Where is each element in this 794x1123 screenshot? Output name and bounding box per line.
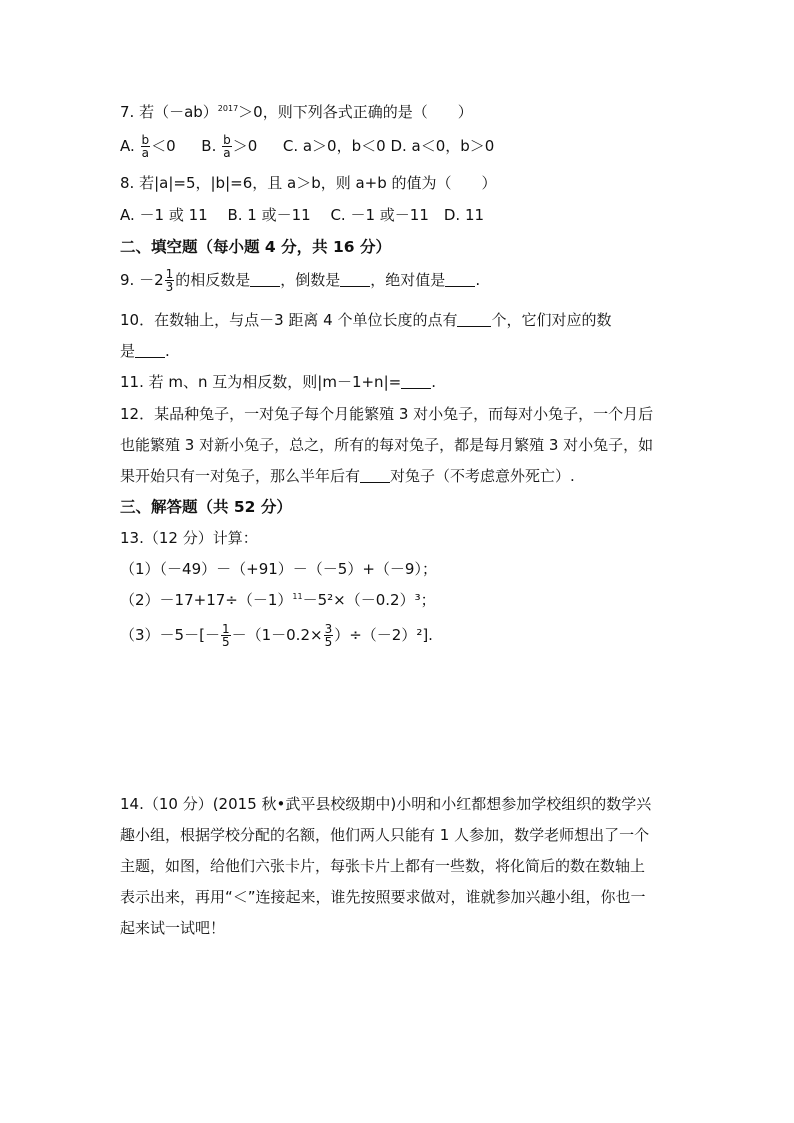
q12-text-1: 果开始只有一对兔子，那么半年后有: [120, 467, 361, 485]
q13-item-3-text-3: ）÷（－2）²].: [334, 626, 433, 644]
q7-option-a-fraction: $\frac{b}{a}$: [141, 133, 150, 160]
q13-item-3-text-1: （3）－5－[－: [120, 626, 220, 644]
q9: 9. －2 $\frac{1}{3}$ 的相反数是 ，倒数是 ，绝对值是 .: [120, 267, 481, 294]
q13-item-3-fraction-1: $\frac{1}{5}$: [221, 622, 230, 649]
q12-text-2: 对兔子（不考虑意外死亡）.: [390, 467, 575, 485]
q10-blank-1[interactable]: [457, 312, 491, 327]
q9-blank-2[interactable]: [340, 272, 370, 287]
q9-text-2: ，倒数是: [280, 271, 341, 289]
q14-line4: 表示出来，再用“＜”连接起来，谁先按照要求做对，谁就参加兴趣小组，你也一: [120, 888, 646, 906]
q7-stem: [120, 102, 473, 122]
q10-line2: 是 .: [120, 342, 170, 360]
q9-blank-1[interactable]: [250, 272, 280, 287]
q8-stem: 8. 若|a|=5，|b|=6，且 a＞b，则 a+b 的值为（ ）: [120, 174, 497, 192]
section-2-title: 二、填空题（每小题 4 分，共 16 分）: [120, 238, 391, 256]
q7-option-a-label: A.: [120, 137, 135, 155]
q13-item-2-text-1: （2）－17+17÷（－1）: [120, 591, 293, 609]
section-3-title: 三、解答题（共 52 分）: [120, 498, 292, 516]
q7-option-a-rest: ＜0: [151, 137, 176, 155]
q9-text-3: ，绝对值是: [370, 271, 446, 289]
q13-stem: 13.（12 分）计算：: [120, 529, 258, 547]
q14-line2: 趣小组，根据学校分配的名额，他们两人只能有 1 人参加，数学老师想出了一个: [120, 826, 650, 844]
q7-option-b-rest: ＞0: [232, 137, 258, 155]
q14-line1: 14.（10 分）(2015 秋•武平县校级期中)小明和小红都想参加学校组织的数学兴: [120, 795, 652, 813]
q9-prefix: 9. －2: [120, 271, 164, 289]
q9-blank-3[interactable]: [445, 272, 475, 287]
q10-text-2: 个，它们对应的数: [491, 311, 612, 329]
q12-blank[interactable]: [360, 468, 390, 483]
q7-option-b-label: B.: [201, 137, 217, 155]
q13-item-3: [120, 620, 433, 650]
q10-text-1: 10．在数轴上，与点－3 距离 4 个单位长度的点有: [120, 311, 458, 329]
q8-options: A. －1 或 11 B. 1 或－11 C. －1 或－11 D. 11: [120, 206, 485, 224]
q7-exponent: 2017: [217, 104, 239, 113]
q10-line1: [120, 310, 612, 330]
q13-item-1: （1）（－49）－（+91）－（－5）+（－9）；: [120, 560, 437, 578]
q13-item-3-text-2: －（1－0.2×: [231, 626, 323, 644]
q7-options: [120, 132, 494, 160]
q10-text-3: 是: [120, 342, 136, 360]
q7-stem-text: 7. 若（－ab）: [120, 103, 218, 121]
q11-blank[interactable]: [401, 374, 431, 389]
q10-blank-2[interactable]: [135, 343, 165, 358]
q12-line1: 12．某品种兔子，一对兔子每个月能繁殖 3 对小兔子，而每对小兔子，一个月后: [120, 405, 654, 423]
q9-fraction: $\frac{1}{3}$: [165, 267, 174, 294]
q11-text: 11. 若 m、n 互为相反数，则|m－1+n|=: [120, 373, 402, 391]
q12-line2: 也能繁殖 3 对新小兔子，总之，所有的每对兔子，都是每月繁殖 3 对小兔子，如: [120, 436, 654, 454]
q13-item-2-exponent: 11: [292, 592, 303, 601]
q12-line3: [120, 466, 575, 486]
q11: 11. 若 m、n 互为相反数，则|m－1+n|= .: [120, 373, 436, 391]
q14-line3: 主题，如图，给他们六张卡片，每张卡片上都有一些数，将化简后的数在数轴上: [120, 857, 646, 875]
q13-item-2: [120, 590, 436, 610]
q7-options-c-d: C. a＞0，b＜0 D. a＜0，b＞0: [282, 137, 495, 155]
q13-item-3-fraction-2: $\frac{3}{5}$: [324, 622, 333, 649]
q14-line5: 起来试一试吧！: [120, 919, 226, 937]
q9-text-1: 的相反数是: [175, 271, 251, 289]
q7-option-b-fraction: $\frac{b}{a}$: [223, 133, 231, 160]
q7-stem-text-end: ＞0，则下列各式正确的是（ ）: [238, 103, 473, 121]
q13-item-2-text-2: －5²×（－0.2）³；: [302, 591, 436, 609]
